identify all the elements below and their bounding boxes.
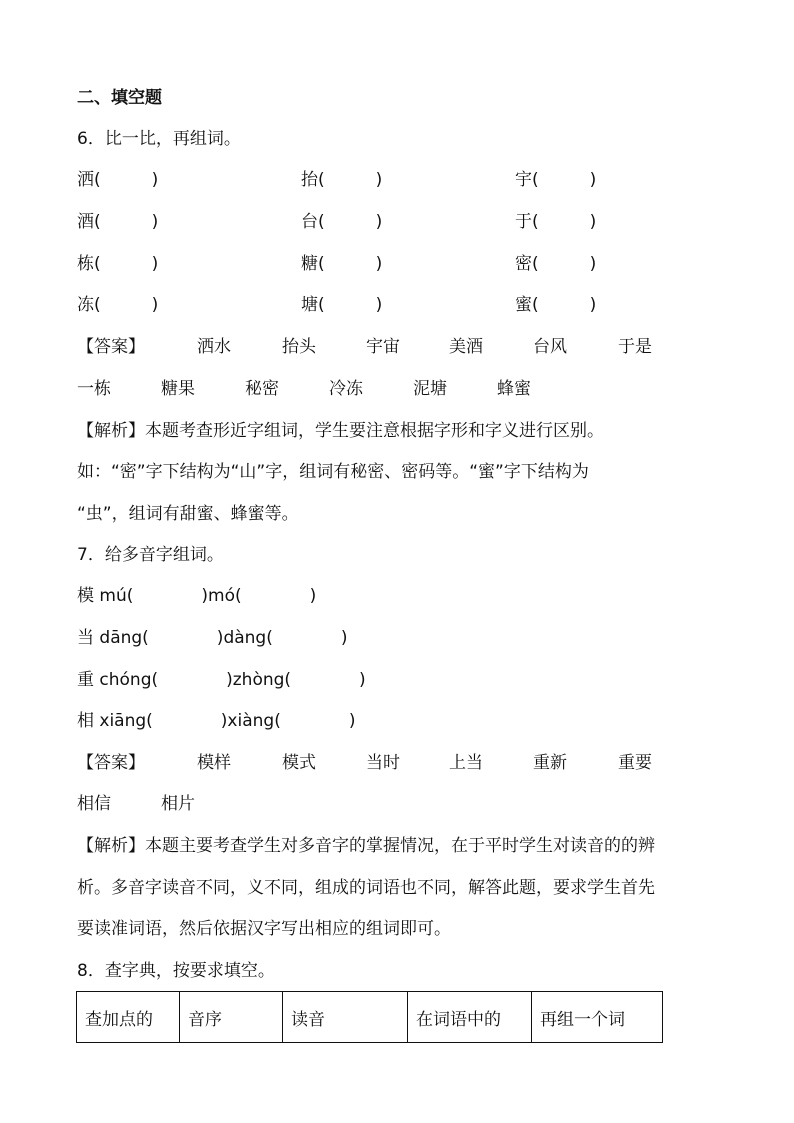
q7-row: 重 chóng( )zhòng( ) — [77, 670, 366, 690]
analysis-line: “虫”，组词有甜蜜、蜂蜜等。 — [77, 504, 299, 524]
analysis-line: 如：“密”字下结构为“山”字，组词有秘密、密码等。“蜜”字下结构为 — [77, 462, 589, 482]
answer-word: 当时 — [366, 753, 400, 773]
answer-label: 【答案】 — [77, 753, 145, 773]
q6-cell: 洒( ) — [77, 170, 159, 190]
answer-word: 秘密 — [245, 379, 279, 399]
answer-label: 【答案】 — [77, 337, 145, 357]
answer-word: 蜂蜜 — [497, 379, 531, 399]
q6-cell: 抬( ) — [301, 170, 383, 190]
analysis-line: 析。多音字读音不同，义不同，组成的词语也不同，解答此题，要求学生首先 — [77, 878, 655, 898]
q7-row: 当 dāng( )dàng( ) — [77, 628, 348, 648]
q7-row: 相 xiāng( )xiàng( ) — [77, 711, 356, 731]
answer-word: 洒水 — [197, 337, 231, 357]
answer-word: 一栋 — [77, 379, 111, 399]
table-header-cell: 查加点的 — [77, 992, 180, 1043]
table-header-cell: 在词语中的 — [408, 992, 532, 1043]
section-title: 二、填空题 — [77, 88, 162, 108]
analysis-line: 【解析】本题主要考查学生对多音字的掌握情况，在于平时学生对读音的的辨 — [77, 836, 655, 856]
answer-word: 糖果 — [161, 379, 195, 399]
q8-stem: 8．查字典，按要求填空。 — [77, 961, 275, 981]
answer-word: 重要 — [618, 753, 652, 773]
answer-word: 模式 — [282, 753, 316, 773]
answer-word: 相信 — [77, 794, 111, 814]
answer-word: 重新 — [533, 753, 567, 773]
q6-cell: 密( ) — [515, 254, 597, 274]
answer-word: 模样 — [197, 753, 231, 773]
table-header-row — [77, 992, 663, 1043]
answer-word: 抬头 — [282, 337, 316, 357]
q6-cell: 台( ) — [301, 212, 383, 232]
lookup-table — [76, 991, 663, 1043]
q6-cell: 糖( ) — [301, 254, 383, 274]
q6-cell: 于( ) — [515, 212, 597, 232]
analysis-line: 要读准词语，然后依据汉字写出相应的组词即可。 — [77, 919, 451, 939]
table-header-cell: 音序 — [180, 992, 283, 1043]
answer-word: 泥塘 — [413, 379, 447, 399]
answer-word: 相片 — [161, 794, 195, 814]
table-header-cell: 读音 — [283, 992, 408, 1043]
q6-cell: 冻( ) — [77, 295, 159, 315]
q6-cell: 栋( ) — [77, 254, 159, 274]
answer-word: 冷冻 — [329, 379, 363, 399]
answer-word: 宇宙 — [366, 337, 400, 357]
q6-cell: 酒( ) — [77, 212, 159, 232]
q6-cell: 塘( ) — [301, 295, 383, 315]
q7-stem: 7．给多音字组词。 — [77, 545, 224, 565]
q7-row: 模 mú( )mó( ) — [77, 586, 317, 606]
q6-cell: 蜜( ) — [515, 295, 597, 315]
answer-word: 于是 — [618, 337, 652, 357]
answer-word: 上当 — [449, 753, 483, 773]
table-header-cell: 再组一个词 — [532, 992, 663, 1043]
q6-stem: 6．比一比，再组词。 — [77, 129, 241, 149]
q6-cell: 宇( ) — [515, 170, 597, 190]
analysis-line: 【解析】本题考查形近字组词，学生要注意根据字形和字义进行区别。 — [77, 421, 604, 441]
answer-word: 台风 — [533, 337, 567, 357]
answer-word: 美酒 — [449, 337, 483, 357]
